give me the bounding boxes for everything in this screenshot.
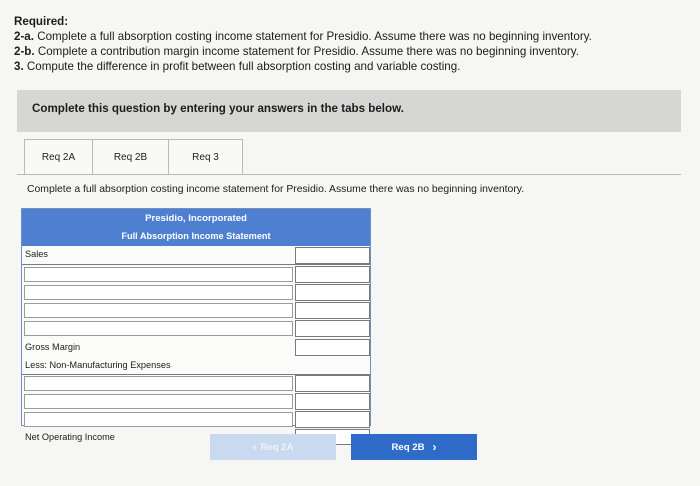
statement-body	[22, 246, 370, 442]
req-tabs	[24, 139, 243, 174]
cogs-label-input-2[interactable]	[24, 285, 293, 300]
cogs-amount-input-3[interactable]	[295, 302, 370, 319]
next-req-label: Req 2B	[391, 441, 425, 453]
chevron-right-icon: ›	[432, 440, 437, 454]
expense-label-input-2[interactable]	[24, 394, 293, 409]
chevron-left-icon: ‹	[252, 440, 257, 454]
tab-divider	[17, 174, 681, 175]
cogs-label-input-1[interactable]	[24, 267, 293, 282]
tab-req-2a[interactable]: Req 2A	[24, 139, 93, 174]
company-name: Presidio, Incorporated	[145, 213, 247, 224]
less-nonmanufacturing-label: Less: Non-Manufacturing Expenses	[25, 360, 171, 370]
required-section	[14, 14, 592, 74]
next-req-button[interactable]	[351, 434, 477, 460]
prev-req-label: Req 2A	[260, 441, 294, 453]
required-item-3: 3. Compute the difference in profit between full absorption costing and variable costing.	[14, 60, 461, 73]
prev-req-button[interactable]	[210, 434, 336, 460]
statement-header	[22, 209, 370, 246]
expense-label-input-1[interactable]	[24, 376, 293, 391]
less-nonmanufacturing-row	[22, 357, 370, 375]
cogs-amount-input-4[interactable]	[295, 320, 370, 337]
instructions-text: Complete this question by entering your answers in the tabs below.	[32, 102, 404, 115]
cogs-amount-input-1[interactable]	[295, 266, 370, 283]
cogs-label-input-3[interactable]	[24, 303, 293, 318]
sales-amount-input[interactable]	[295, 247, 370, 264]
sales-label: Sales	[25, 249, 48, 259]
required-title: Required:	[14, 15, 69, 28]
tab-req-2b[interactable]: Req 2B	[93, 139, 169, 174]
required-item-2a: 2-a. Complete a full absorption costing income statement for Presidio. Assume there was no beginning inventory.	[14, 30, 592, 43]
net-operating-income-label: Net Operating Income	[25, 432, 115, 442]
tab-req-3[interactable]: Req 3	[169, 139, 243, 174]
gross-margin-label: Gross Margin	[25, 342, 81, 352]
expense-label-input-3[interactable]	[24, 412, 293, 427]
expense-amount-input-2[interactable]	[295, 393, 370, 410]
statement-title: Full Absorption Income Statement	[121, 231, 271, 241]
question-text: Complete a full absorption costing income statement for Presidio. Assume there was no beginning inventory.	[27, 184, 525, 195]
cogs-label-input-4[interactable]	[24, 321, 293, 336]
expense-amount-input-1[interactable]	[295, 375, 370, 392]
required-item-2b: 2-b. Complete a contribution margin income statement for Presidio. Assume there was no beginning inventory.	[14, 45, 579, 58]
instructions-bar	[17, 90, 681, 132]
cogs-amount-input-2[interactable]	[295, 284, 370, 301]
income-statement-table	[21, 208, 371, 442]
expense-amount-input-3[interactable]	[295, 411, 370, 428]
gross-margin-amount-input[interactable]	[295, 339, 370, 356]
